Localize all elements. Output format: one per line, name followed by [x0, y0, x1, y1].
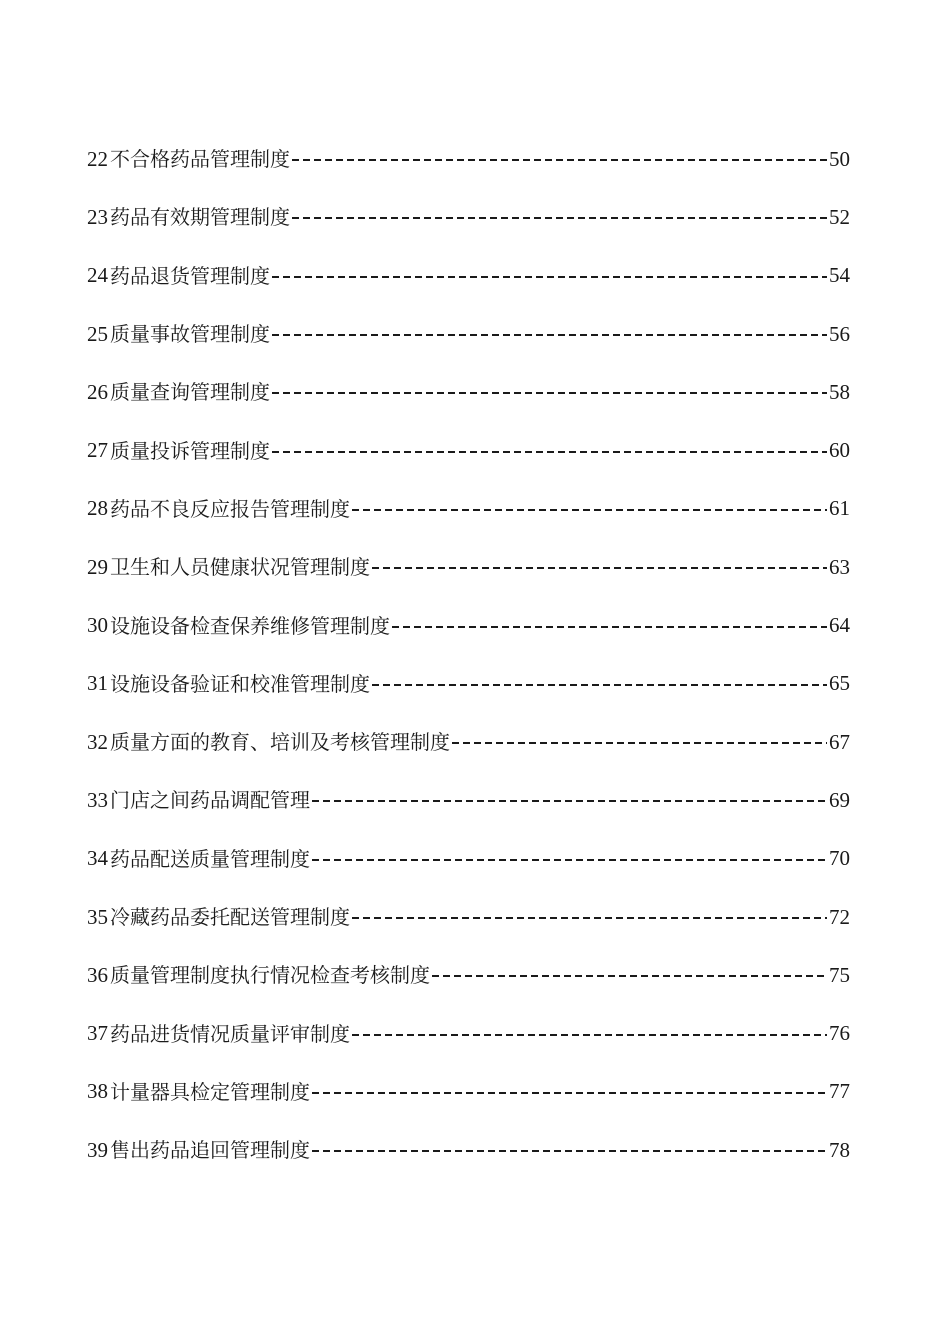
dotted-leader [452, 742, 827, 744]
entry-number: 24 [87, 263, 108, 288]
toc-entry[interactable] [87, 247, 850, 305]
entry-title: 质量方面的教育、培训及考核管理制度 [110, 730, 450, 755]
entry-title: 质量管理制度执行情况检查考核制度 [110, 963, 430, 988]
dotted-leader [352, 1034, 827, 1036]
toc-entry[interactable] [87, 655, 850, 713]
entry-title: 质量投诉管理制度 [110, 438, 270, 463]
entry-page-number: 56 [829, 321, 850, 346]
entry-title: 质量事故管理制度 [110, 322, 270, 347]
entry-number: 32 [87, 729, 108, 754]
entry-page-number: 67 [829, 729, 850, 754]
dotted-leader [352, 917, 827, 919]
dotted-leader [392, 626, 827, 628]
entry-number: 30 [87, 613, 108, 638]
toc-entry[interactable] [87, 830, 850, 888]
dotted-leader [272, 276, 827, 278]
entry-number: 38 [87, 1079, 108, 1104]
entry-number: 28 [87, 496, 108, 521]
entry-number: 35 [87, 904, 108, 929]
entry-number: 29 [87, 554, 108, 579]
entry-number: 39 [87, 1137, 108, 1162]
toc-entry[interactable] [87, 305, 850, 363]
dotted-leader [312, 1092, 827, 1094]
toc-entry[interactable] [87, 713, 850, 771]
entry-page-number: 60 [829, 438, 850, 463]
entry-title: 质量查询管理制度 [110, 380, 270, 405]
dotted-leader [432, 975, 827, 977]
entry-title: 药品进货情况质量评审制度 [110, 1021, 350, 1046]
entry-title: 售出药品追回管理制度 [110, 1138, 310, 1163]
entry-page-number: 72 [829, 904, 850, 929]
dotted-leader [312, 800, 827, 802]
entry-title: 卫生和人员健康状况管理制度 [110, 555, 370, 580]
toc-entry[interactable] [87, 480, 850, 538]
entry-page-number: 77 [829, 1079, 850, 1104]
entry-page-number: 70 [829, 846, 850, 871]
table-of-contents [87, 130, 850, 1179]
entry-page-number: 58 [829, 379, 850, 404]
entry-number: 25 [87, 321, 108, 346]
toc-entry[interactable] [87, 771, 850, 829]
entry-title: 药品退货管理制度 [110, 263, 270, 288]
entry-title: 不合格药品管理制度 [110, 147, 290, 172]
entry-number: 36 [87, 962, 108, 987]
entry-page-number: 52 [829, 204, 850, 229]
entry-title: 药品配送质量管理制度 [110, 846, 310, 871]
entry-number: 37 [87, 1021, 108, 1046]
toc-entry[interactable] [87, 1063, 850, 1121]
entry-page-number: 76 [829, 1021, 850, 1046]
dotted-leader [272, 392, 827, 394]
entry-number: 27 [87, 438, 108, 463]
entry-page-number: 69 [829, 787, 850, 812]
entry-number: 22 [87, 146, 108, 171]
entry-number: 26 [87, 379, 108, 404]
entry-title: 药品不良反应报告管理制度 [110, 496, 350, 521]
dotted-leader [352, 509, 827, 511]
dotted-leader [372, 684, 827, 686]
entry-title: 门店之间药品调配管理 [110, 788, 310, 813]
dotted-leader [372, 567, 827, 569]
entry-page-number: 61 [829, 496, 850, 521]
entry-number: 34 [87, 846, 108, 871]
entry-page-number: 63 [829, 554, 850, 579]
entry-page-number: 64 [829, 613, 850, 638]
toc-entry[interactable] [87, 363, 850, 421]
dotted-leader [312, 859, 827, 861]
dotted-leader [272, 451, 827, 453]
entry-page-number: 65 [829, 671, 850, 696]
entry-title: 设施设备检查保养维修管理制度 [110, 613, 390, 638]
toc-entry[interactable] [87, 421, 850, 479]
entry-page-number: 78 [829, 1137, 850, 1162]
entry-page-number: 54 [829, 263, 850, 288]
dotted-leader [292, 159, 827, 161]
entry-page-number: 75 [829, 962, 850, 987]
dotted-leader [292, 217, 827, 219]
toc-entry[interactable] [87, 1121, 850, 1179]
toc-entry[interactable] [87, 946, 850, 1004]
toc-entry[interactable] [87, 888, 850, 946]
dotted-leader [312, 1150, 827, 1152]
entry-number: 23 [87, 204, 108, 229]
toc-entry[interactable] [87, 596, 850, 654]
entry-title: 冷藏药品委托配送管理制度 [110, 905, 350, 929]
entry-title: 药品有效期管理制度 [110, 205, 290, 230]
toc-entry[interactable] [87, 188, 850, 246]
entry-title: 设施设备验证和校准管理制度 [110, 671, 370, 696]
entry-page-number: 50 [829, 146, 850, 171]
entry-title: 计量器具检定管理制度 [110, 1079, 310, 1104]
toc-entry[interactable] [87, 538, 850, 596]
dotted-leader [272, 334, 827, 336]
toc-entry[interactable] [87, 1004, 850, 1062]
entry-number: 33 [87, 787, 108, 812]
entry-number: 31 [87, 671, 108, 696]
toc-entry[interactable] [87, 130, 850, 188]
